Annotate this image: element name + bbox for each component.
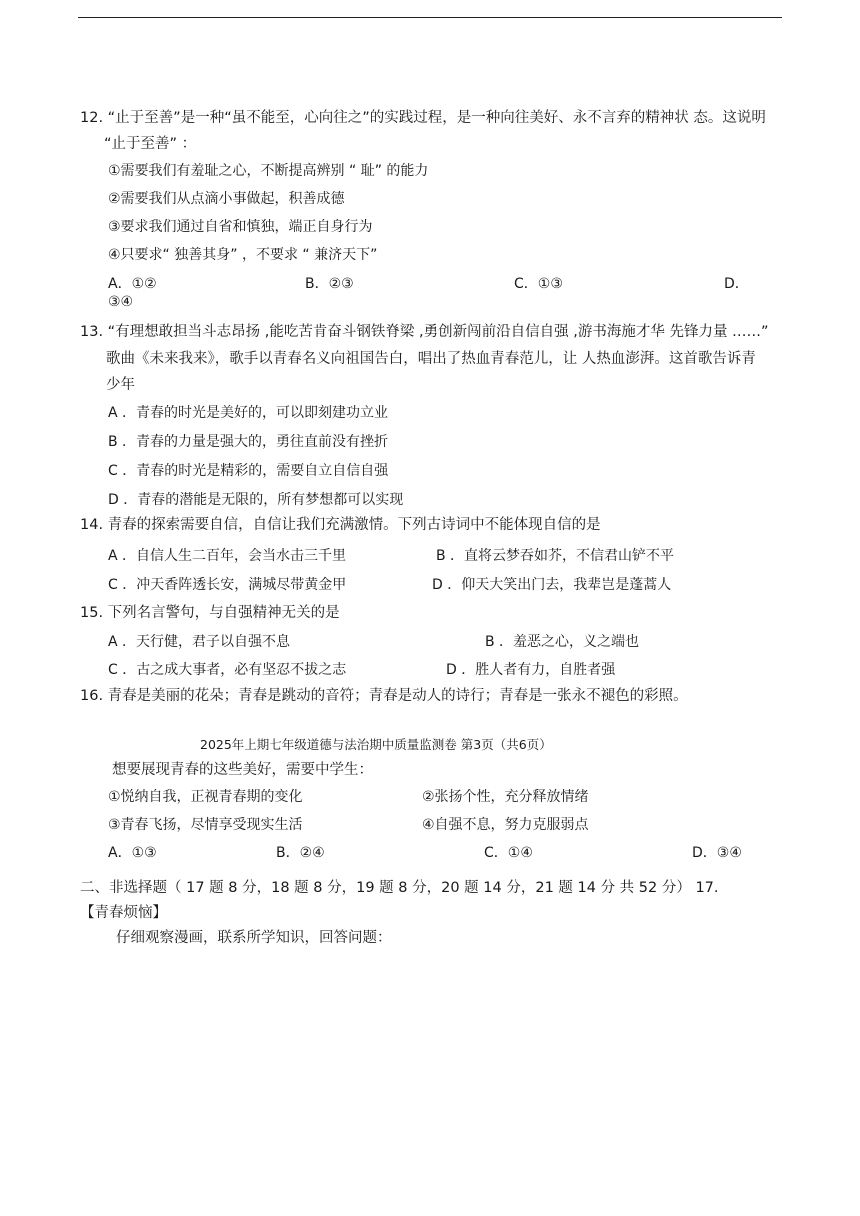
q13-option-d: D ．青春的潜能是无限的，所有梦想都可以实现 <box>108 492 404 508</box>
q12-option-d: D． <box>724 276 749 292</box>
q12-item-4: ④只要求“ 独善其身” ，不要求 “ 兼济天下” <box>108 247 378 263</box>
q16-item-4: ④自强不息，努力克服弱点 <box>422 817 589 833</box>
section-2-instruction: 仔细观察漫画，联系所学知识，回答问题： <box>116 930 392 946</box>
q12-item-3: ③要求我们通过自省和慎独，端正自身行为 <box>108 219 373 235</box>
top-rule <box>78 17 782 18</box>
q12-option-a: A．①② <box>108 276 157 292</box>
q13-stem-line2: 歌曲《未来我来》，歌手以青春名义向祖国告白，唱出了热血青春范儿，让 人热血澎湃。这首歌告诉青 <box>106 351 756 367</box>
q13-stem-line3: 少年 <box>106 377 135 393</box>
q13-option-b: B ．青春的力量是强大的，勇往直前没有挫折 <box>108 434 389 450</box>
q13-option-c: C ．青春的时光是精彩的，需要自立自信自强 <box>108 463 389 479</box>
q16-item-1: ①悦纳自我，正视青春期的变化 <box>108 789 303 805</box>
q13-stem-line1: 13. “有理想敢担当斗志昂扬 ,能吃苦肯奋斗钢铁脊梁 ,勇创新闯前沿自信自强 ,游书海施才华 先锋力量 ……” <box>80 324 769 340</box>
q14-option-d: D ．仰天大笑出门去，我辈岂是蓬蒿人 <box>432 577 672 593</box>
page-footer: 2025年上期七年级道德与法治期中质量监测卷 第3页（共6页） <box>200 737 552 752</box>
q16-option-a: A．①③ <box>108 845 157 861</box>
q15-option-a: A ．天行健，君子以自强不息 <box>108 634 291 650</box>
q16-option-d: D．③④ <box>692 845 742 861</box>
q12-option-c: C．①③ <box>514 276 563 292</box>
q12-item-1: ①需要我们有羞耻之心，不断提高辨别 “ 耻” 的能力 <box>108 163 429 179</box>
q15-stem: 15. 下列名言警句，与自强精神无关的是 <box>80 605 340 621</box>
q12-stem-line1: 12. “止于至善”是一种“虽不能至，心向往之”的实践过程，是一种向往美好、永不言弃的精神状 态。这说明 <box>80 110 766 126</box>
q16-option-c: C．①④ <box>484 845 533 861</box>
q12-stem-line2: “止于至善” ： <box>104 136 197 152</box>
q16-item-3: ③青春飞扬，尽情享受现实生活 <box>108 817 303 833</box>
q16-option-b: B．②④ <box>276 845 325 861</box>
q12-item-2: ②需要我们从点滴小事做起，积善成德 <box>108 191 345 207</box>
q16-stem: 16. 青春是美丽的花朵；青春是跳动的音符；青春是动人的诗行；青春是一张永不褪色的彩照。 <box>80 688 688 704</box>
section-2-heading: 二、非选择题（ 17 题 8 分，18 题 8 分，19 题 8 分，20 题 14 分，21 题 14 分 共 52 分） 17. <box>80 880 719 896</box>
q14-stem: 14. 青春的探索需要自信，自信让我们充满激情。下列古诗词中不能体现自信的是 <box>80 517 601 533</box>
q15-option-d: D ．胜人者有力，自胜者强 <box>446 662 616 678</box>
q12-option-d-continued: ③④ <box>108 294 134 310</box>
section-2-tag: 【青春烦恼】 <box>80 905 167 921</box>
q16-item-2: ②张扬个性，充分释放情绪 <box>422 789 589 805</box>
q14-option-a: A ．自信人生二百年，会当水击三千里 <box>108 548 347 564</box>
q14-option-b: B ．直将云梦吞如芥，不信君山铲不平 <box>436 548 675 564</box>
q13-option-a: A ．青春的时光是美好的，可以即刻建功立业 <box>108 405 389 421</box>
q15-option-c: C ．古之成大事者，必有坚忍不拔之志 <box>108 662 347 678</box>
q15-option-b: B ．羞恶之心，义之端也 <box>485 634 640 650</box>
q12-option-b: B．②③ <box>305 276 354 292</box>
q16-stem-line2: 想要展现青春的这些美好，需要中学生： <box>112 762 373 778</box>
q14-option-c: C ．冲天香阵透长安，满城尽带黄金甲 <box>108 577 347 593</box>
